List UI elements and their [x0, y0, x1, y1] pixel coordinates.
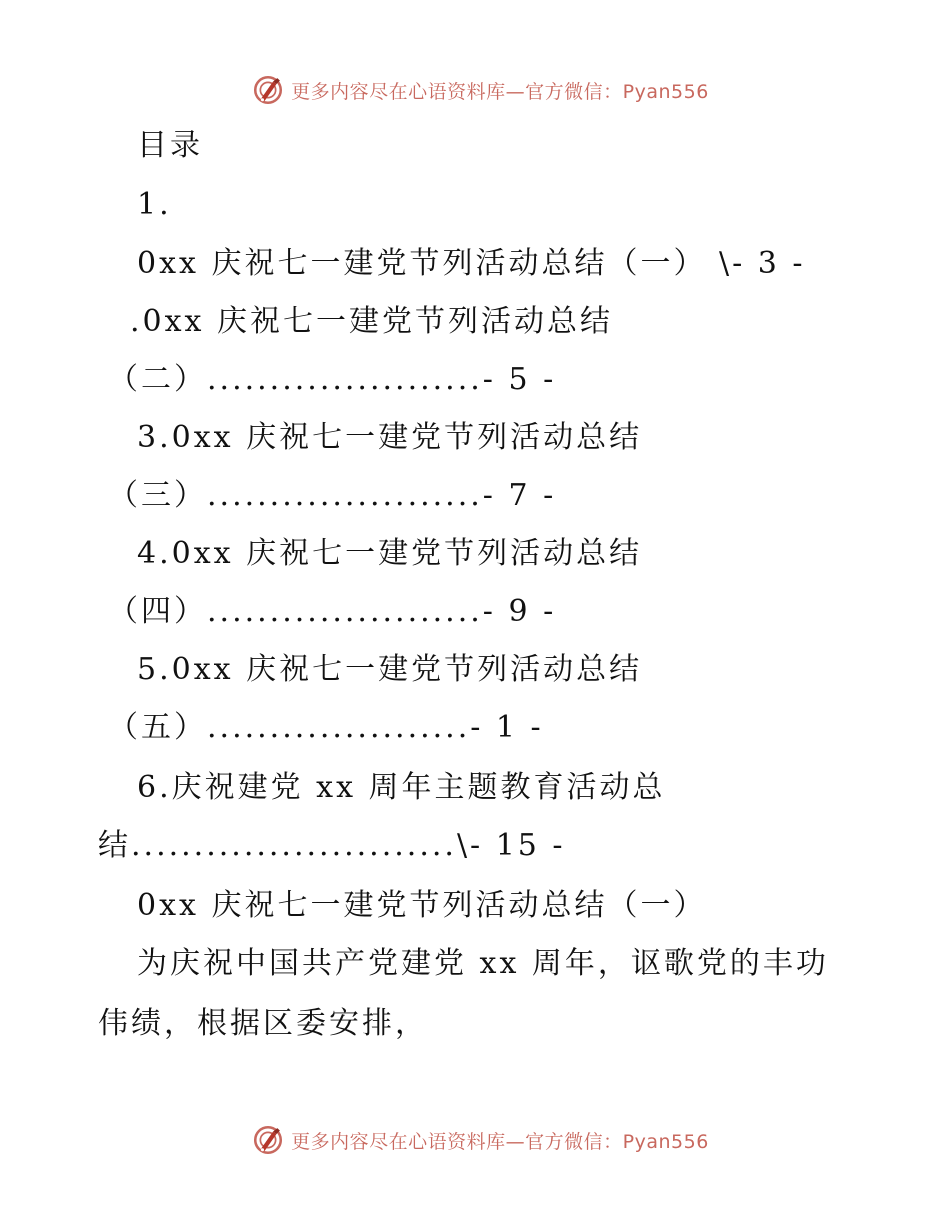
toc-item4-entry: 4.0xx 庆祝七一建党节列活动总结 — [137, 536, 643, 571]
toc-item5-entry: 5.0xx 庆祝七一建党节列活动总结 — [137, 652, 643, 687]
body-paragraph-line: 伟绩，根据区委安排， — [98, 1006, 428, 1041]
toc-item2-entry: .0xx 庆祝七一建党节列活动总结 — [130, 304, 613, 339]
toc-item1-entry: 0xx 庆祝七一建党节列活动总结（一） \- 3 - — [137, 246, 806, 281]
section-heading: 0xx 庆祝七一建党节列活动总结（一） — [137, 888, 707, 923]
toc-item6-entry: 6.庆祝建党 xx 周年主题教育活动总 — [137, 770, 666, 805]
toc-item3-leader: （三）......................- 7 - — [108, 478, 557, 513]
fountain-pen-logo-icon — [251, 1123, 285, 1157]
footer-banner — [0, 1120, 950, 1160]
toc-item2-leader: （二）......................- 5 - — [108, 362, 557, 397]
toc-item4-leader: （四）......................- 9 - — [108, 594, 557, 629]
header-banner — [0, 70, 950, 110]
body-paragraph-line: 为庆祝中国共产党建党 xx 周年，讴歌党的丰功 — [137, 946, 829, 981]
header-banner-text: 更多内容尽在心语资料库—官方微信：Pyan556 — [291, 80, 709, 103]
toc-item1-number: 1. — [137, 187, 172, 222]
toc-item3-entry: 3.0xx 庆祝七一建党节列活动总结 — [137, 420, 643, 455]
footer-banner-text: 更多内容尽在心语资料库—官方微信：Pyan556 — [291, 1130, 709, 1153]
fountain-pen-logo-icon — [251, 73, 285, 107]
toc-item5-leader: （五）.....................- 1 - — [108, 710, 544, 745]
toc-title: 目录 — [137, 128, 203, 163]
toc-item6-leader: 结..........................\- 15 - — [98, 828, 566, 863]
